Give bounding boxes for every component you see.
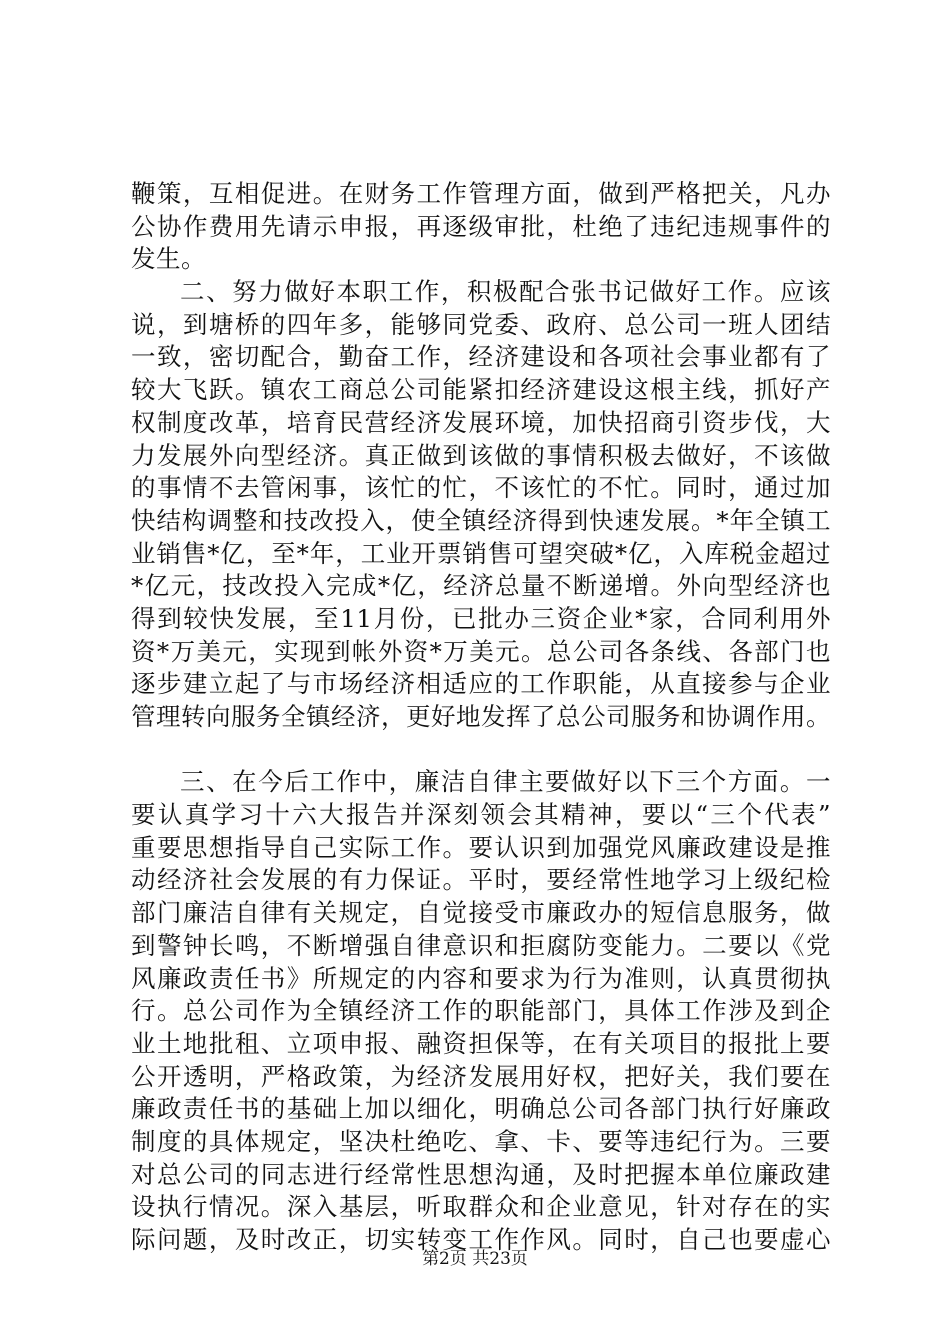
text-line: 发生。: [131, 244, 206, 274]
text-line: 业销售*亿，至*年，工业开票销售可望突破*亿，入库税金超过: [131, 538, 831, 568]
text-line: 要认真学习十六大报告并深刻领会其精神，要以“三个代表”: [131, 800, 831, 830]
text-line: 的事情不去管闲事，该忙的忙，不该忙的不忙。同时，通过加: [131, 473, 831, 503]
text-line: 行。总公司作为全镇经济工作的职能部门，具体工作涉及到企: [131, 996, 831, 1026]
text-line: 管理转向服务全镇经济，更好地发挥了总公司服务和协调作用。: [131, 702, 831, 731]
text-line: 逐步建立起了与市场经济相适应的工作职能，从直接参与企业: [131, 669, 831, 699]
document-body: [131, 178, 831, 1257]
paragraph-start-line: 三、在今后工作中，廉洁自律主要做好以下三个方面。一: [180, 767, 831, 797]
paragraph-start-line: 二、努力做好本职工作，积极配合张书记做好工作。应该: [180, 277, 831, 307]
text-line: 制度的具体规定，坚决杜绝吃、拿、卡、要等违纪行为。三要: [131, 1126, 831, 1156]
text-line: *亿元，技改投入完成*亿，经济总量不断递增。外向型经济也: [131, 571, 831, 601]
text-line: 资*万美元，实现到帐外资*万美元。总公司各条线、各部门也: [131, 636, 831, 666]
text-line: 说，到塘桥的四年多，能够同党委、政府、总公司一班人团结: [131, 309, 831, 339]
text-line: 业土地批租、立项申报、融资担保等，在有关项目的报批上要: [131, 1028, 831, 1058]
text-line: 廉政责任书的基础上加以细化，明确总公司各部门执行好廉政: [131, 1094, 831, 1124]
text-line: 公协作费用先请示申报，再逐级审批，杜绝了违纪违规事件的: [131, 211, 831, 241]
text-line: 较大飞跃。镇农工商总公司能紧扣经济建设这根主线，抓好产: [131, 375, 831, 405]
text-line: 得到较快发展，至11月份，已批办三资企业*家，合同利用外: [131, 603, 831, 633]
text-line: 际问题，及时改正，切实转变工作作风。同时，自己也要虚心: [131, 1225, 831, 1254]
text-line: 风廉政责任书》所规定的内容和要求为行为准则，认真贯彻执: [131, 963, 831, 993]
text-line: 力发展外向型经济。真正做到该做的事情积极去做好，不该做: [131, 440, 831, 470]
text-line: 部门廉洁自律有关规定，自觉接受市廉政办的短信息服务，做: [131, 898, 831, 928]
text-line: 一致，密切配合，勤奋工作，经济建设和各项社会事业都有了: [131, 342, 831, 372]
text-line: 设执行情况。深入基层，听取群众和企业意见，针对存在的实: [131, 1192, 831, 1222]
text-line: 权制度改革，培育民营经济发展环境，加快招商引资步伐，大: [131, 407, 831, 437]
text-line: 公开透明，严格政策，为经济发展用好权，把好关，我们要在: [131, 1061, 831, 1091]
text-line: 动经济社会发展的有力保证。平时，要经常性地学习上级纪检: [131, 865, 831, 895]
text-line: 鞭策，互相促进。在财务工作管理方面，做到严格把关，凡办: [131, 179, 831, 208]
text-line: 快结构调整和技改投入，使全镇经济得到快速发展。*年全镇工: [131, 505, 831, 535]
text-line: 对总公司的同志进行经常性思想沟通，及时把握本单位廉政建: [131, 1159, 831, 1189]
page-number-footer: 第2页 共23页: [422, 1249, 528, 1269]
text-line: 重要思想指导自己实际工作。要认识到加强党风廉政建设是推: [131, 832, 831, 862]
paragraph-gap: [131, 734, 831, 767]
text-line: 到警钟长鸣，不断增强自律意识和拒腐防变能力。二要以《党: [131, 930, 831, 960]
